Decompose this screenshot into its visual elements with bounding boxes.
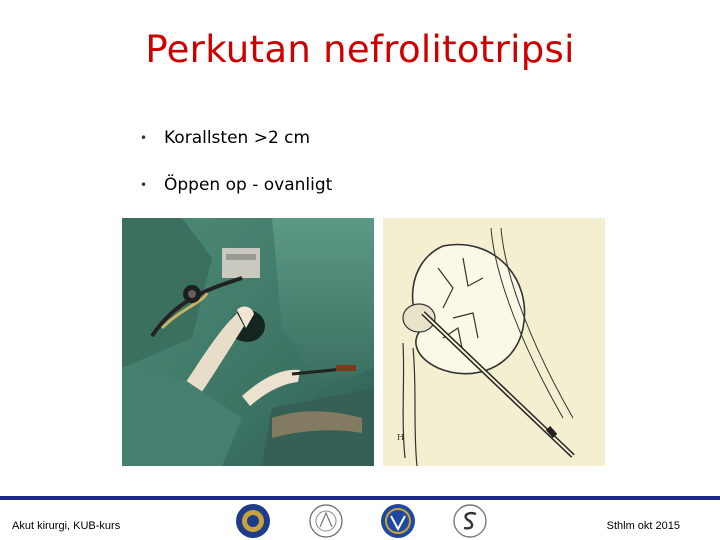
bullet-marker: • — [140, 178, 148, 192]
bullet-text: Korallsten >2 cm — [164, 128, 311, 148]
seal-logo-2-icon — [308, 503, 344, 539]
surgery-photo — [122, 218, 374, 466]
bullet-marker: • — [140, 131, 148, 145]
s-logo-icon — [452, 503, 488, 539]
seal-logo-3-icon — [380, 503, 416, 539]
bullet-text: Öppen op - ovanligt — [164, 175, 333, 195]
footer-divider — [0, 496, 720, 500]
surgery-photo-graphic — [122, 218, 374, 466]
footer-date-label: Sthlm okt 2015 — [606, 520, 680, 532]
footer-course-label: Akut kirurgi, KUB-kurs — [12, 520, 121, 532]
bullet-list — [140, 128, 332, 222]
bullet-item — [140, 128, 332, 175]
slide-title: Perkutan nefrolitotripsi — [145, 28, 575, 71]
kidney-illustration-graphic — [383, 218, 605, 466]
kidney-illustration — [383, 218, 605, 466]
seal-logo-1-icon — [235, 503, 271, 539]
figure-label: H — [397, 433, 404, 442]
bullet-item — [140, 175, 332, 222]
